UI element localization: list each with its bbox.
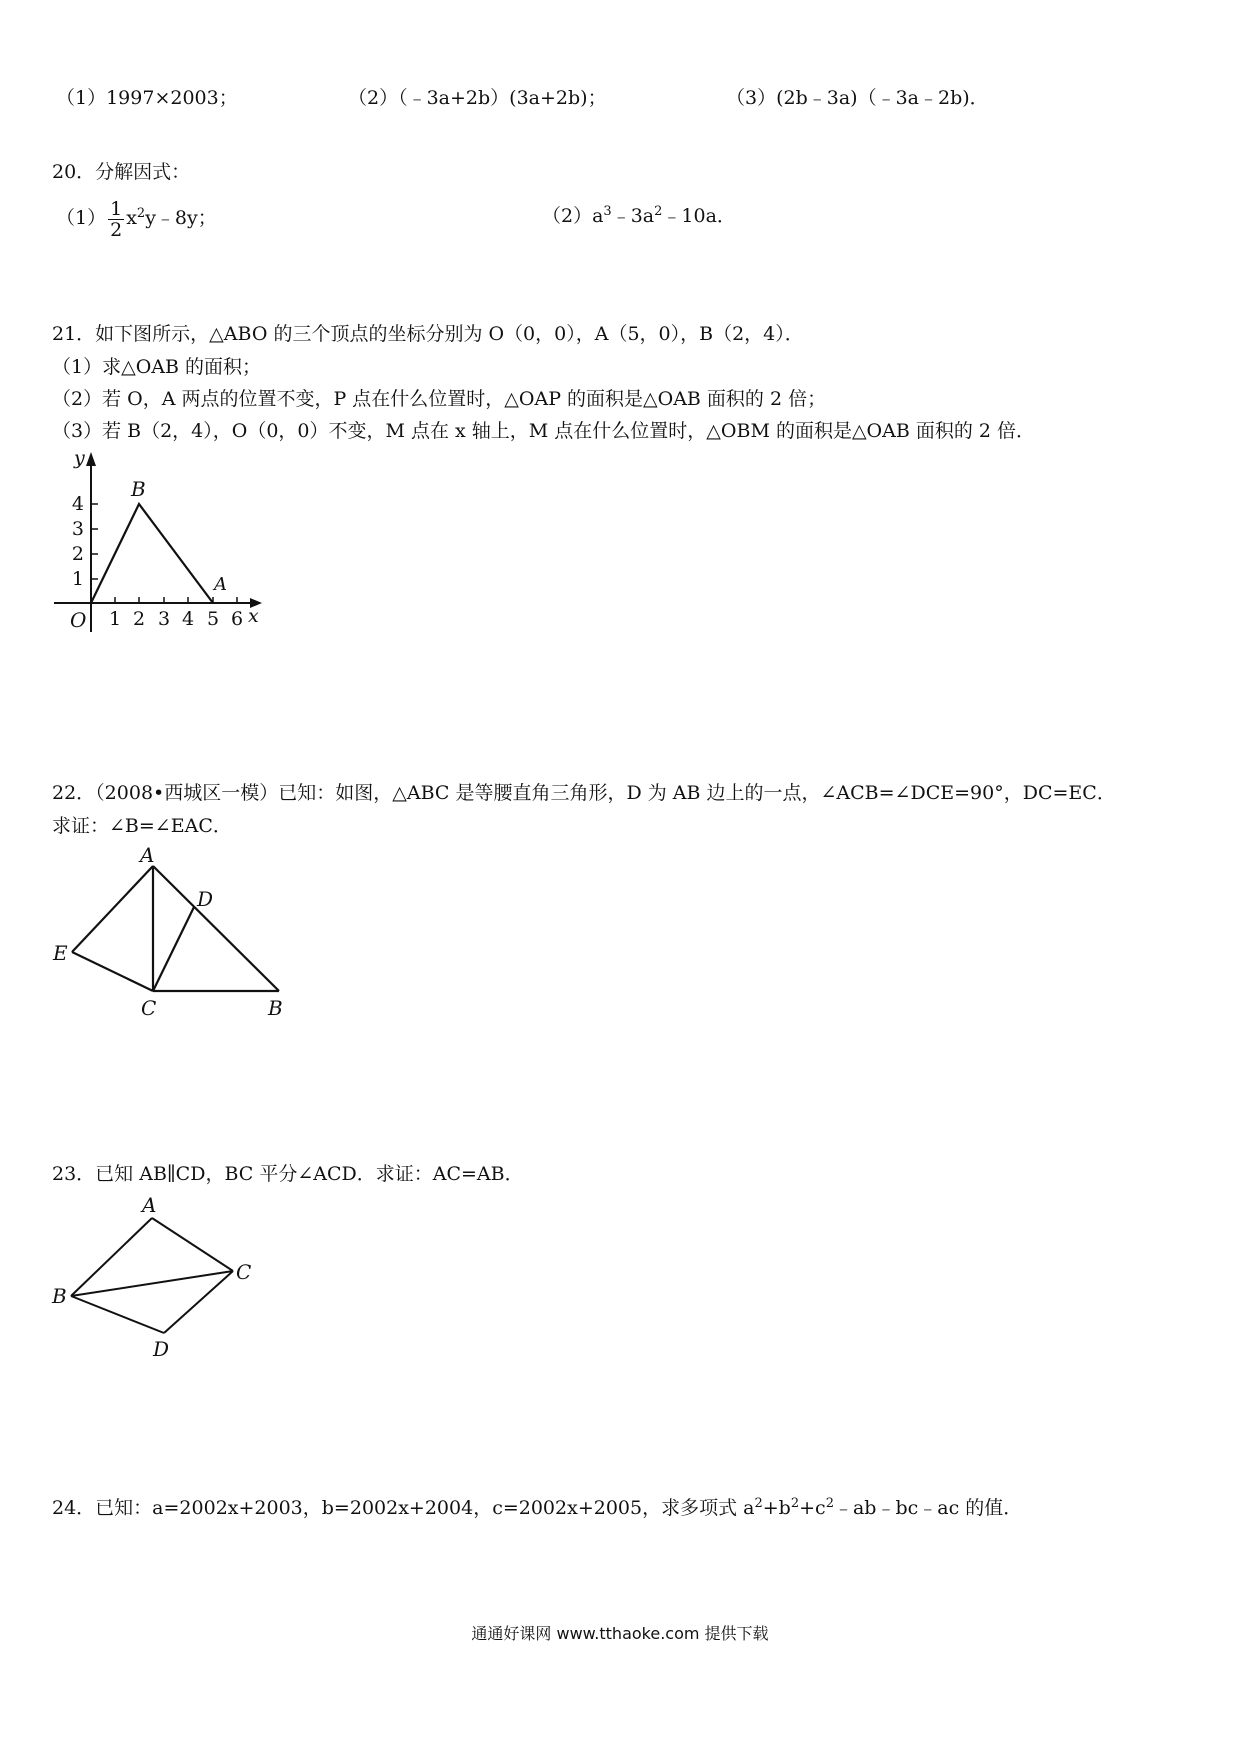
q20-part2-exp2: 2 <box>654 204 663 219</box>
fraction-numerator: 1 <box>110 197 123 220</box>
y-tick-label: 2 <box>71 543 84 565</box>
x-tick-label: 6 <box>230 608 244 630</box>
q20-part1-rest: y﹣8y； <box>145 207 217 229</box>
q20-part2-prefix: （2）a <box>542 205 604 227</box>
q21-sub3: （3）若 B（2，4），O（0，0）不变，M 点在 x 轴上，M 点在什么位置时，△OBM 的面积是△OAB 面积的 2 倍． <box>52 420 1036 442</box>
point-label-d: D <box>153 1337 170 1361</box>
x-tick-label: 3 <box>157 608 171 630</box>
point-label-e: E <box>53 941 68 965</box>
q22-title: 22．（2008•西城区一模）已知：如图，△ABC 是等腰直角三角形，D 为 AB 边上的一点，∠ACB=∠DCE=90°，DC=EC． <box>52 782 1116 804</box>
q24-suffix: ﹣ab﹣bc﹣ac 的值． <box>833 1497 1023 1519</box>
x-tick-label: 2 <box>132 608 146 630</box>
fraction-denominator: 2 <box>110 218 123 241</box>
q24-exp3: 2 <box>825 1496 834 1511</box>
q24-mid2: +c <box>799 1497 826 1519</box>
point-label-a: A <box>140 843 155 867</box>
q19-part1: （1）1997×2003； <box>56 87 238 109</box>
point-label-b: B <box>131 477 146 501</box>
y-tick-label: 1 <box>71 568 84 590</box>
point-label-c: C <box>236 1260 252 1284</box>
q24-mid1: +b <box>762 1497 791 1519</box>
origin-label: O <box>70 608 87 632</box>
q24-text <box>52 1496 1022 1520</box>
q21-sub2: （2）若 O，A 两点的位置不变，P 点在什么位置时，△OAP 的面积是△OAB 面积的 2 倍； <box>52 388 827 410</box>
q21-sub1: （1）求△OAB 的面积； <box>52 356 262 378</box>
q24-exp2: 2 <box>790 1496 800 1511</box>
x-tick-label: 5 <box>206 608 220 630</box>
q21-title: 21．如下图所示，△ABO 的三个顶点的坐标分别为 O（0，0），A（5，0），B（2，4）． <box>52 323 804 345</box>
y-tick-label: 3 <box>71 518 84 540</box>
q24-exp1: 2 <box>754 1496 763 1511</box>
x-tick-label: 4 <box>181 608 195 630</box>
y-tick-label: 4 <box>71 493 84 515</box>
axis-label-y: y <box>74 447 85 469</box>
q20-part2-exp1: 3 <box>603 204 612 219</box>
point-label-c: C <box>141 996 157 1020</box>
q20-part1-x: x <box>126 207 137 229</box>
point-label-b: B <box>52 1284 67 1308</box>
q23-title: 23．已知 AB∥CD，BC 平分∠ACD．求证：AC=AB． <box>52 1163 524 1185</box>
q19-part3: （3）(2b﹣3a)（﹣3a﹣2b)． <box>726 87 989 109</box>
q20-part1-exponent: 2 <box>136 206 146 221</box>
point-label-b: B <box>268 996 283 1020</box>
q20-title: 20．分解因式： <box>52 161 191 183</box>
q20-part2-mid: ﹣3a <box>611 205 655 227</box>
point-label-a: A <box>142 1193 157 1217</box>
axis-label-x: x <box>248 605 259 627</box>
q20-part1-prefix: （1） <box>56 207 107 229</box>
q24-prefix: 24．已知：a=2002x+2003，b=2002x+2004，c=2002x+2005，求多项式 a <box>52 1497 755 1519</box>
point-label-a: A <box>214 574 227 595</box>
page-footer: 通通好课网 www.tthaoke.com 提供下载 <box>471 1624 769 1643</box>
q20-part2-rest: ﹣10a． <box>662 205 736 227</box>
x-tick-label: 1 <box>108 608 122 630</box>
point-label-d: D <box>197 887 214 911</box>
q22-proof: 求证：∠B=∠EAC． <box>52 815 232 837</box>
q19-part2: （2）（﹣3a+2b）(3a+2b)； <box>348 87 607 109</box>
